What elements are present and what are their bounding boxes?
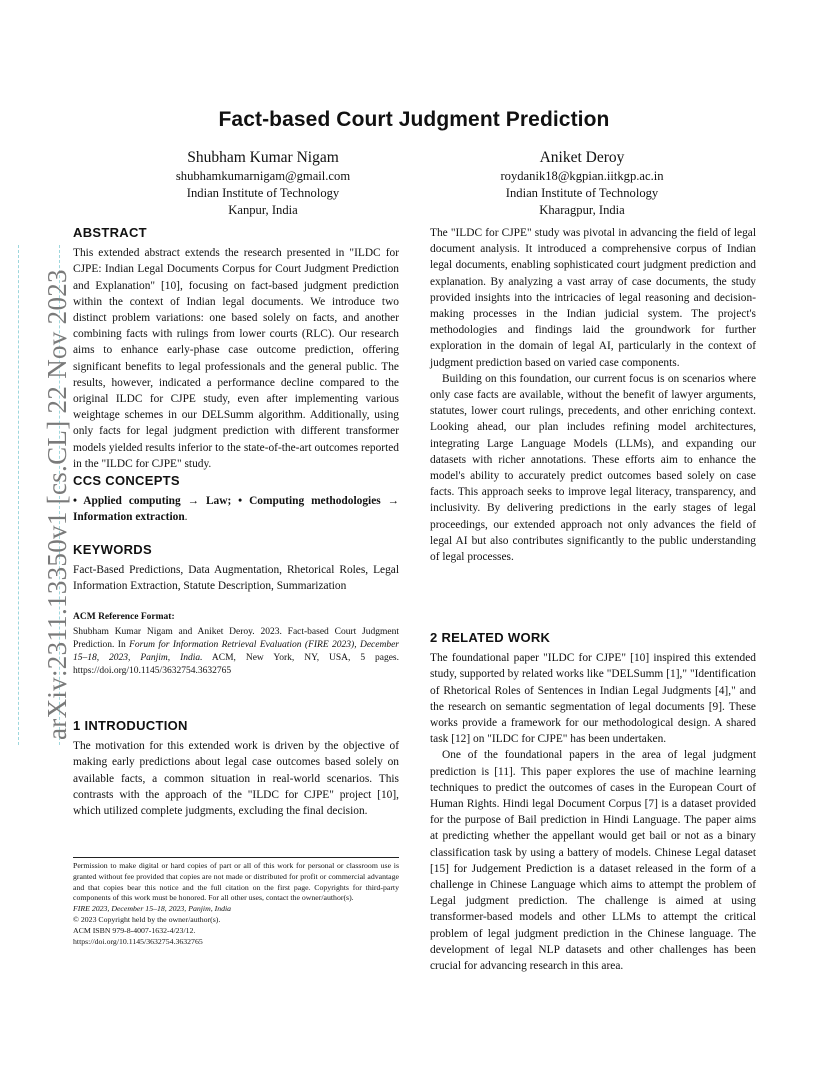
introduction-section (73, 718, 399, 819)
abstract-heading: ABSTRACT (73, 225, 147, 240)
abstract-text: This extended abstract extends the research presented in "ILDC for CJPE: Indian Legal Documents Corpus for Court Judgment Prediction and Explanation" [10], focusing on fact-based judgment prediction within the context of Indian legal documents. We introduce two distinct problem variations: one based solely on facts, and another combining facts with rulings from lower courts (RLC). Our research aims to enhance early-phase case outcome prediction, offering significant benefits to legal professionals and the general public. The results, however, indicated a performance decline compared to the original ILDC for CJPE study, even after implementing various weightage schemes in our DELSumm algorithm. Additionally, using only facts for legal judgment prediction with different transformer models yielded results inferior to the state-of-the-art outcomes reported in the "ILDC for CJPE" study. (73, 247, 399, 470)
author-email: roydanik18@kgpian.iitkgp.ac.in (500, 169, 664, 183)
footnote-rule (73, 857, 399, 858)
ccs-section (73, 473, 399, 526)
introduction-heading: 1 INTRODUCTION (73, 718, 188, 733)
acm-reference-publisher: ACM, New York, NY, USA, 5 pages. https://doi.org/10.1145/3632754.3632765 (73, 653, 399, 676)
related-work-section (430, 630, 756, 974)
arxiv-stamp: arXiv:2311.13350v1 [cs.CL] 22 Nov 2023 (42, 269, 72, 740)
acm-reference-heading: ACM Reference Format: (73, 612, 175, 622)
footnote-copyright: © 2023 Copyright held by the owner/author(s). (73, 914, 221, 924)
copyright-footnote (73, 861, 399, 947)
related-work-heading: 2 RELATED WORK (430, 630, 551, 645)
ccs-period: . (184, 511, 188, 524)
author-location: Kanpur, India (228, 203, 298, 217)
footnote-venue: FIRE 2023, December 15–18, 2023, Panjim, India (73, 904, 232, 914)
permission-notice: Permission to make digital or hard copies of part or all of this work for personal or classroom use is granted without fee provided that copies are not made or distributed for profit or commercial advantage and that copies bear this notice and the full citation on the first page. Copyrights for third-party components of this work must be honored. For all other uses, contact the owner/author(s). (73, 861, 399, 903)
author-location: Kharagpur, India (539, 203, 625, 217)
author-name: Shubham Kumar Nigam (187, 149, 339, 166)
acm-reference-authors: Shubham Kumar Nigam and Aniket Deroy. 2023. Fact-based Court Judgment Prediction. In (73, 627, 399, 650)
acm-reference-venue: Forum for Information Retrieval Evaluation (FIRE 2023), December 15–18, 2023, Panjim, India. (73, 640, 399, 663)
footnote-isbn: ACM ISBN 979-8-4007-1632-4/23/12. (73, 925, 196, 935)
introduction-continued (430, 225, 756, 565)
intro-paragraph-2: The "ILDC for CJPE" study was pivotal in advancing the field of legal document analysis. It introduced a comprehensive corpus of Indian legal documents, enabling sophisticated court judgment prediction and explanation. By analyzing a vast array of case documents, the study provided insights into the intricacies of legal reasoning and decision-making processes in the Indian judicial system. The project's methodologies and findings laid the groundwork for further exploration in the domain of legal AI, particularly in the context of judgment prediction based on varied case components. (430, 227, 756, 369)
author-email: shubhamkumarnigam@gmail.com (175, 169, 351, 183)
acm-reference (73, 611, 399, 678)
author-affiliation: Indian Institute of Technology (186, 186, 340, 200)
paper-title: Fact-based Court Judgment Prediction (218, 108, 610, 131)
keywords-section (73, 542, 399, 595)
author-affiliation: Indian Institute of Technology (505, 186, 659, 200)
related-work-paragraph-1: The foundational paper "ILDC for CJPE" [10] inspired this extended study, supported by related works like "DELSumm [1]," "Identification of Rhetorical Roles of Sentences in Indian Legal Judgments [4]," and the research on semantic segmentation of legal documents [9]. These works provide a framework for our methodological design. A shared task [12] on "ILDC for CJPE" has been undertaken. (430, 652, 756, 746)
keywords-text: Fact-Based Predictions, Data Augmentation, Rhetorical Roles, Legal Information Extraction, Statute Description, Summarization (73, 564, 399, 593)
author-block-1 (138, 148, 388, 219)
intro-paragraph-3: Building on this foundation, our current focus is on scenarios where only case facts are available, without the benefit of lawyer arguments, statutes, lower court rulings, precedents, and other enriching context. Looking ahead, our plan includes refining model architectures, integrating Large Language Models (LLMs), and expanding our datasets with richer annotations. These efforts aim to enhance the model's ability to accurately predict outcomes based solely on case facts. This approach seeks to improve legal literacy, transparency, and inclusivity. By delivering predictions in the early stages of legal proceedings, our extended approach not only advances the field of legal AI but also contributes significantly to the public understanding of legal processes. (430, 372, 756, 564)
author-name: Aniket Deroy (539, 149, 625, 166)
author-block-2 (457, 148, 707, 219)
ccs-heading: CCS CONCEPTS (73, 473, 180, 488)
ccs-concepts: • Applied computing → Law; • Computing methodologies → Information extraction (73, 495, 399, 524)
introduction-paragraph: The motivation for this extended work is driven by the objective of making early predictions about legal case outcomes based solely on available facts, a common situation in real-world scenarios. This contrasts with the approach of the "ILDC for CJPE" project [10], which utilized complete judgments, excluding the final decision. (73, 740, 399, 818)
abstract-section (73, 225, 399, 472)
keywords-heading: KEYWORDS (73, 542, 152, 557)
related-work-paragraph-2: One of the foundational papers in the area of legal judgment prediction is [11]. This paper explores the use of machine learning techniques to predict the outcomes of cases in the European Court of Human Rights. Hindi legal Document Corpus [7] is a dataset provided for the purpose of Bail prediction in Hindi Language. The paper aims at predicting whether the appellant would get bail or not as a binary classification task by using a battery of models. Chinese Legal dataset [15] for Judgement Prediction is a dataset released in the form of a challenge in Chinese Language which aims to attempt the problem of Legal judgment prediction. The challenge is aimed at using transformer-based models and other LLMs to attempt the critical problem of legal judgment prediction in the Chinese language. The development of legal NLP datasets and other challenges has been crucial for advancing research in this area. (430, 749, 756, 973)
footnote-doi: https://doi.org/10.1145/3632754.3632765 (73, 936, 203, 946)
